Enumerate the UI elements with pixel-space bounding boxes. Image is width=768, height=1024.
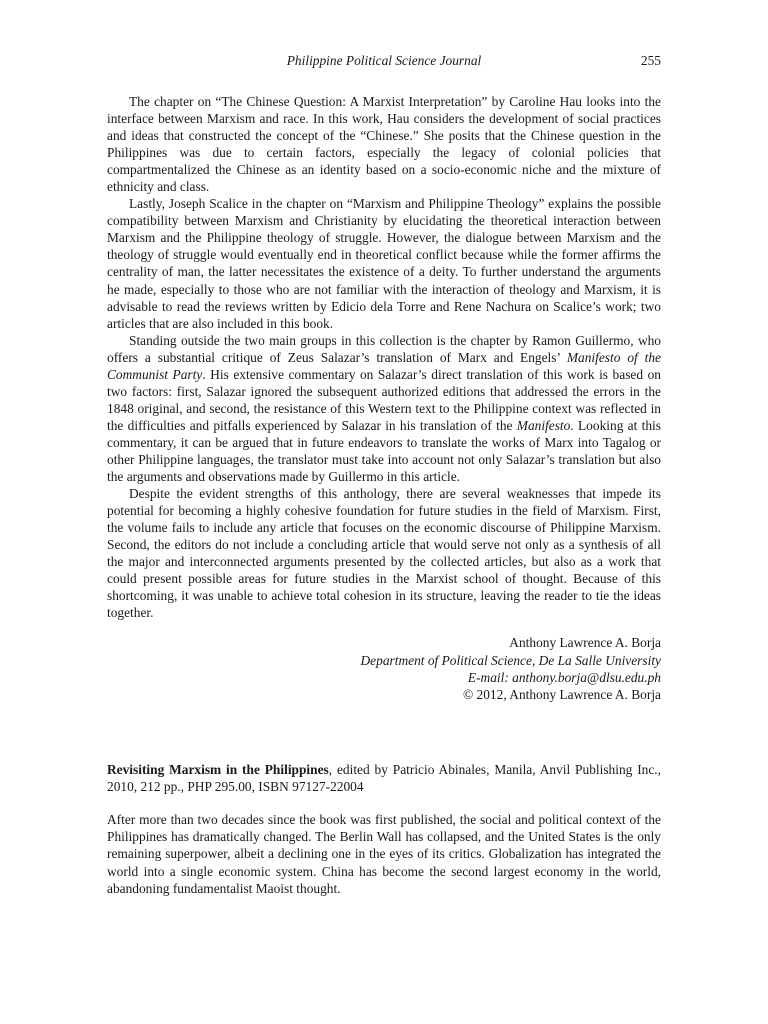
book-review-heading: [107, 761, 661, 795]
italic-title-manifesto-full: Manifesto of the Communist Party: [107, 349, 661, 382]
paragraph-text-segment: . His extensive commentary on Salazar’s direct translation of this work is based on two factors: first, Salazar ignored the subsequent authorized editions that addressed the errors in the 1848 original, and second, the resistance of this Western text to the Philippine context was reflected in the difficulties and pitfalls experienced by Salazar in his translation of the: [107, 366, 661, 433]
running-header: [107, 52, 661, 72]
book-details: , edited by Patricio Abinales, Manila, Anvil Publishing Inc., 2010, 212 pp., PHP 295.00, ISBN 97127-22004: [107, 762, 661, 795]
reviewer-copyright: © 2012, Anthony Lawrence A. Borja: [463, 687, 661, 703]
reviewer-department: Department of Political Science, De La Salle University: [360, 652, 661, 668]
reviewer-signature: [107, 634, 661, 703]
italic-title-manifesto: Manifesto: [516, 417, 571, 433]
paragraph-hau-chapter: The chapter on “The Chinese Question: A Marxist Interpretation” by Caroline Hau looks into the interface between Marxism and race. In this work, Hau considers the development of social practices and ideas that constructed the concept of the “Chinese.” She posits that the Chinese question in the Philippines was due to certain factors, especially the legacy of colonial policies that compartmentalized the Chinese as an identity based on a socio-economic niche and the mixture of ethnicity and class.: [107, 94, 661, 195]
page-number: 255: [640, 53, 661, 68]
paragraph-weaknesses: Despite the evident strengths of this anthology, there are several weaknesses that impede its potential for becoming a highly cohesive foundation for future studies in the field of Marxism. First, the volume fails to include any article that focuses on the economic discourse of Philippine Marxism. Second, the editors do not include a concluding article that would serve not only as a synthesis of all the major and interconnected arguments presented by the collected articles, but also as a work that could present possible areas for future studies in the Marxist school of thought. Because of this shortcoming, it was unable to achieve total cohesion in its structure, leaving the reader to tie the ideas together.: [107, 486, 661, 621]
book-title: Revisiting Marxism in the Philippines: [107, 762, 329, 778]
review-body-text: [107, 93, 661, 621]
journal-title: Philippine Political Science Journal: [286, 53, 482, 68]
reviewer-email: E-mail: anthony.borja@dlsu.edu.ph: [467, 669, 661, 685]
paragraph-scalice-chapter: Lastly, Joseph Scalice in the chapter on “Marxism and Philippine Theology” explains the possible compatibility between Marxism and Christianity by elucidating the theoretical interaction between Marxism and the Philippine theology of struggle. However, the dialogue between Marxism and the theology of struggle would eventually end in theoretical conflict because while the former affirms the centrality of man, the latter necessitates the existence of a deity. To further understand the arguments he made, especially to those who are not familiar with the interaction of theology and Marxism, it is advisable to read the reviews written by Edicio dela Torre and Rene Nachura on Scalice’s work; two articles that are also included in this book.: [107, 196, 661, 331]
document-page: [107, 52, 661, 897]
reviewer-name: Anthony Lawrence A. Borja: [509, 635, 661, 651]
paragraph-text-segment: . Looking at this commentary, it can be argued that in future endeavors to translate the works of Marx into Tagalog or other Philippine languages, the translator must take into account not only Salazar’s translation but also the arguments and observations made by Guillermo in this article.: [107, 417, 661, 485]
paragraph-guillermo-chapter: [107, 332, 661, 485]
review-opening-paragraph: After more than two decades since the book was first published, the social and political context of the Philippines has dramatically changed. The Berlin Wall has collapsed, and the United States is the only remaining superpower, albeit a declining one in the eyes of its critics. Globalization has integrated the world into a single economic system. China has become the second largest economy in the world, abandoning fundamentalist Maoist thought.: [107, 812, 661, 896]
paragraph-text-segment: Standing outside the two main groups in this collection is the chapter by Ramon Guillermo, who offers a substantial critique of Zeus Salazar’s translation of Marx and Engels’: [107, 332, 661, 365]
